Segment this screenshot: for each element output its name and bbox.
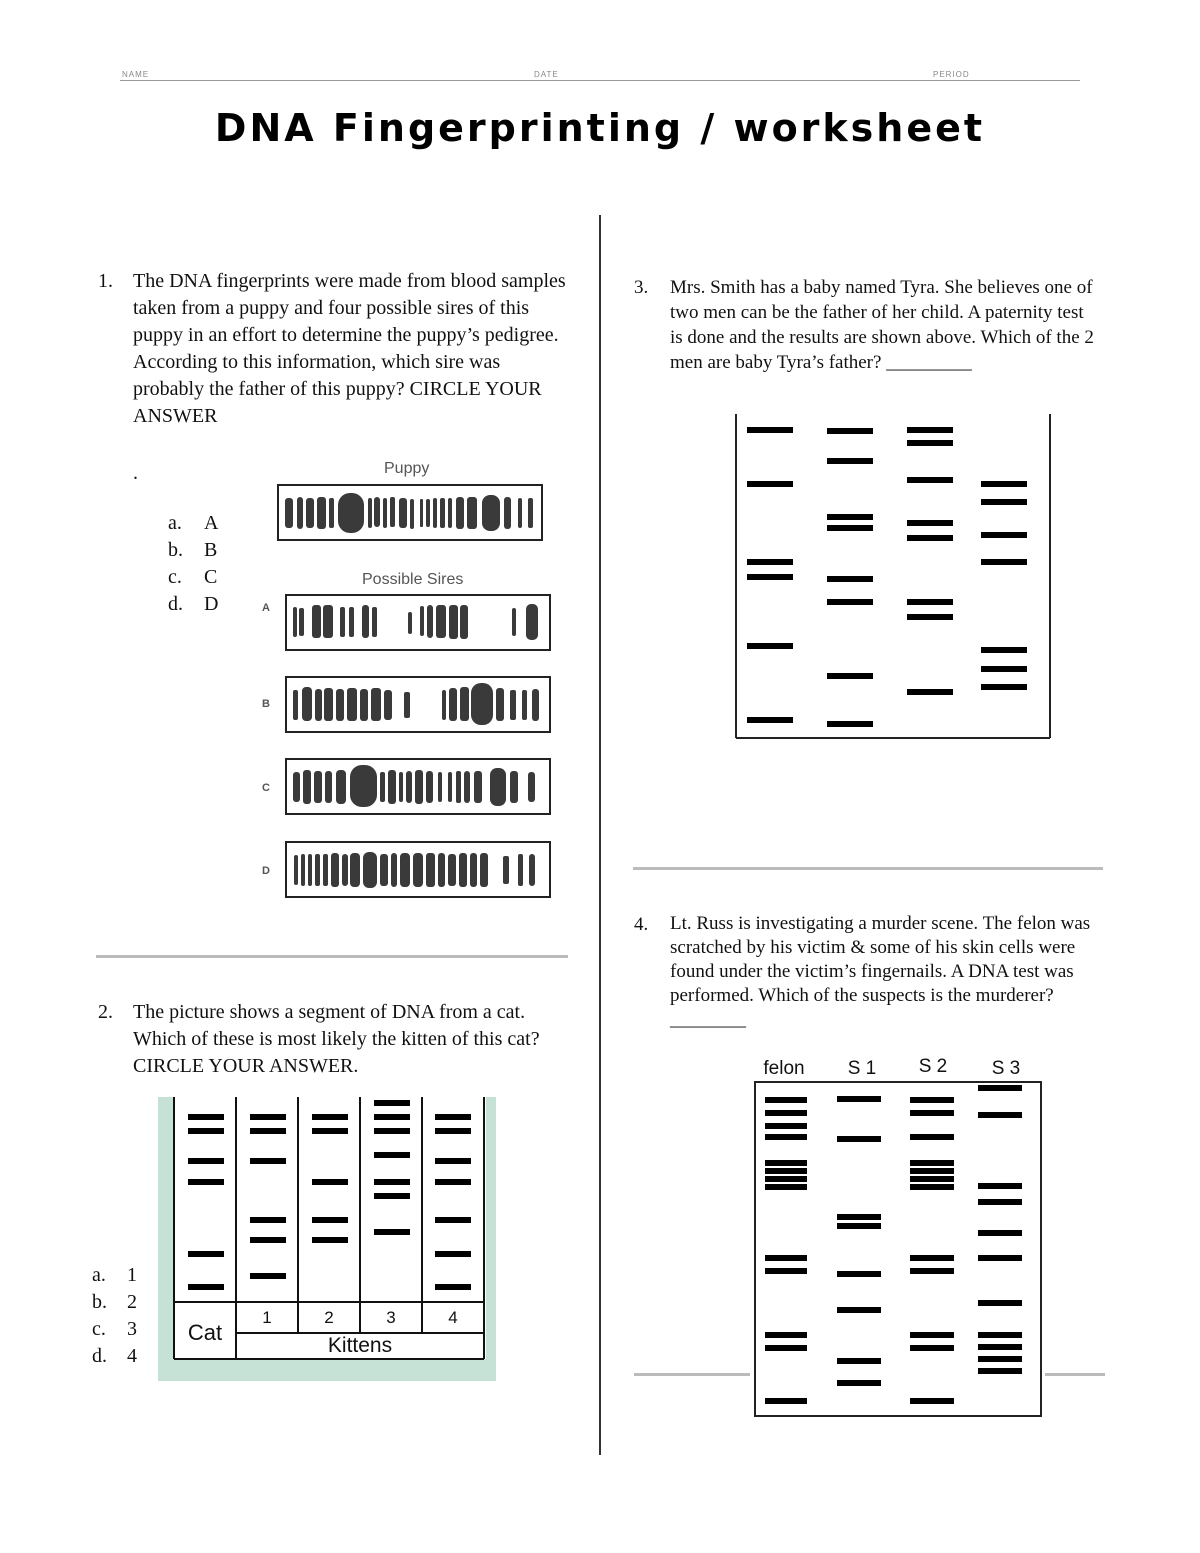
- fingerprint-strips: [270, 480, 560, 905]
- sire-d-bands: [294, 852, 535, 888]
- separator-bottom-left: [634, 1373, 750, 1376]
- q1-number: 1.: [98, 270, 113, 292]
- kitten-1-label: 1: [262, 1308, 272, 1327]
- gel-frame: [755, 1082, 1041, 1416]
- paternity-gel: [730, 410, 1060, 745]
- sire-a-label: A: [262, 602, 270, 614]
- s2-bands: [910, 1097, 954, 1404]
- period-label: PERIOD: [933, 70, 970, 79]
- murder-suspect-gel: [750, 1050, 1050, 1422]
- kittens-label: Kittens: [327, 1334, 393, 1357]
- q1-option-a[interactable]: a. A: [168, 512, 219, 534]
- sire-c-label: C: [262, 782, 270, 794]
- q1-option-c[interactable]: c. C: [168, 566, 218, 588]
- q3-text: Mrs. Smith has a baby named Tyra. She believes one of two men can be the father of her child. A paternity test is done and the results are shown above. Which of the 2 men are baby Tyra’s father? _________: [670, 277, 1094, 373]
- q1-dot: .: [133, 462, 138, 484]
- puppy-bands: [285, 493, 533, 533]
- name-label: NAME: [122, 70, 150, 79]
- felon-lane-label: felon: [763, 1058, 805, 1079]
- q2-number: 2.: [98, 1001, 113, 1023]
- kitten-3-label: 3: [386, 1308, 396, 1327]
- q1-option-b[interactable]: b. B: [168, 539, 218, 561]
- paternity-lane-4-bands: [981, 481, 1027, 690]
- s1-lane-label: S 1: [847, 1058, 877, 1079]
- date-label: DATE: [534, 70, 559, 79]
- separator-q1-q2: [96, 955, 568, 958]
- sire-b-label: B: [262, 698, 270, 710]
- cat-kitten-gel: [158, 1097, 496, 1381]
- q4-number: 4.: [634, 914, 649, 935]
- header-rule: [120, 80, 1080, 81]
- s1-bands: [837, 1096, 881, 1386]
- kitten-2-label: 2: [324, 1308, 334, 1327]
- sire-c-bands: [293, 765, 535, 807]
- s3-lane-label: S 3: [991, 1058, 1021, 1079]
- q1-options: [168, 510, 218, 618]
- q1-option-d[interactable]: d. D: [168, 593, 219, 615]
- paternity-lane-1-bands: [747, 427, 793, 723]
- cat-lane-label: Cat: [187, 1320, 223, 1345]
- column-divider: [599, 215, 601, 1455]
- s2-lane-label: S 2: [918, 1056, 948, 1077]
- page-title: DNA Fingerprinting / worksheet: [214, 106, 986, 150]
- q2-text: The picture shows a segment of DNA from a cat. Which of these is most likely the kitten of this cat? CIRCLE YOUR ANSWER.: [133, 1001, 540, 1077]
- puppy-label: Puppy: [384, 460, 430, 477]
- s3-bands: [978, 1085, 1022, 1374]
- q2-option-d[interactable]: d. 4: [92, 1345, 137, 1367]
- q3-number: 3.: [634, 277, 649, 298]
- kitten-4-label: 4: [448, 1308, 458, 1327]
- sire-b-bands: [293, 683, 539, 725]
- paternity-lane-3-bands: [907, 427, 953, 695]
- q2-options: [92, 1262, 137, 1370]
- sire-d-label: D: [262, 865, 270, 877]
- q2-option-a[interactable]: a. 1: [92, 1264, 137, 1286]
- felon-bands: [765, 1097, 807, 1404]
- separator-bottom-right: [1045, 1373, 1105, 1376]
- q4-text: Lt. Russ is investigating a murder scene. The felon was scratched by his victim & some of his skin cells were found under the victim’s fingernails. A DNA test was performed. Which of the suspects is the murderer? ________: [670, 913, 1091, 1030]
- separator-q3-q4: [633, 867, 1103, 870]
- q2-option-c[interactable]: c. 3: [92, 1318, 137, 1340]
- sire-a-bands: [293, 604, 538, 640]
- q2-option-b[interactable]: b. 2: [92, 1291, 137, 1313]
- possible-sires-label: Possible Sires: [362, 571, 464, 588]
- paternity-lane-2-bands: [827, 428, 873, 727]
- q1-text: The DNA fingerprints were made from blood samples taken from a puppy and four possible sires of this puppy in an effort to determine the puppy’s pedigree. According to this information, which sire was probably the father of this puppy? CIRCLE YOUR ANSWER: [133, 270, 566, 427]
